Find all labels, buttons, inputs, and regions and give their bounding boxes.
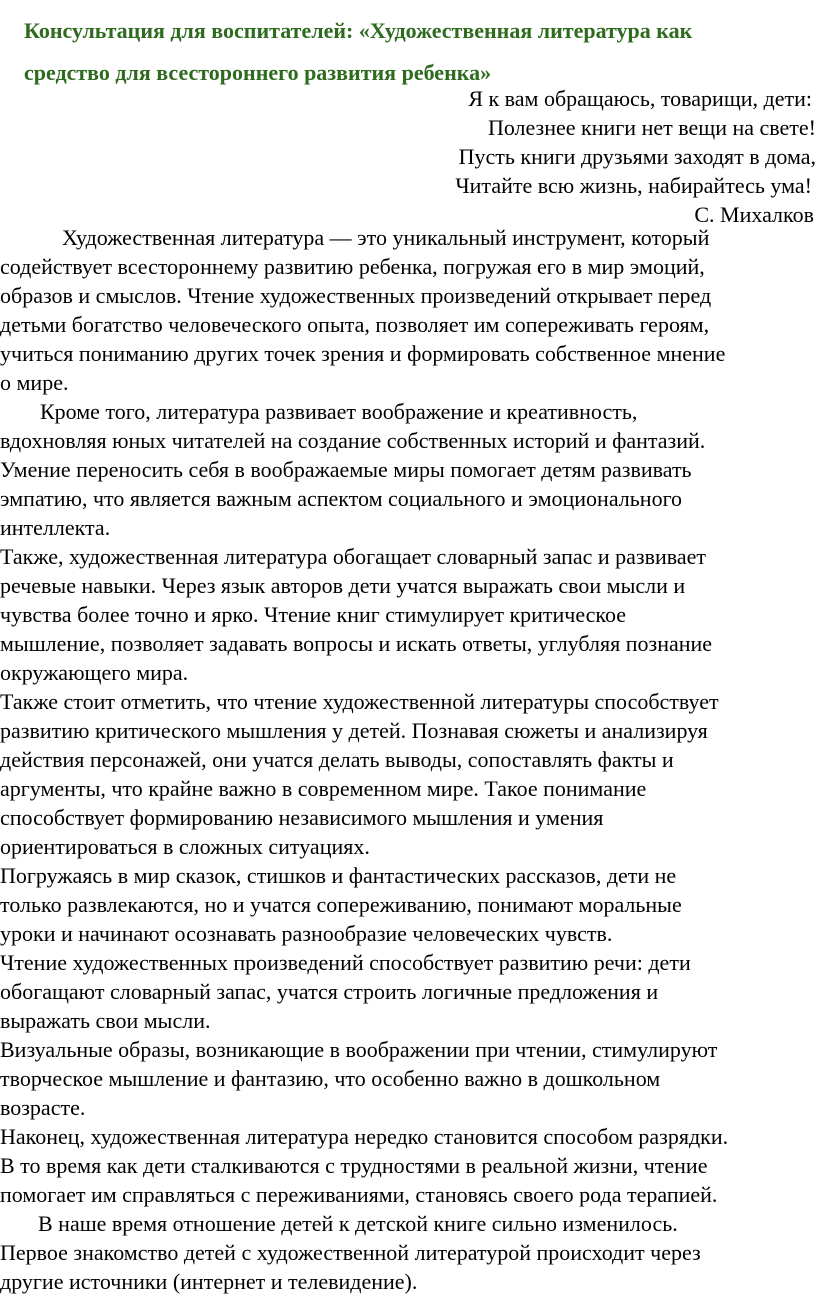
paragraph [0, 1209, 816, 1296]
epigraph-line: Пусть книги друзьями заходят в дома, [458, 144, 816, 169]
epigraph [216, 84, 816, 229]
text-line: Первое знакомство детей с художественной литературой происходит через [0, 1240, 701, 1265]
text-line: образов и смыслов. Чтение художественных произведений открывает перед [0, 283, 712, 308]
text-line: содействует всестороннему развитию ребенка, погружая его в мир эмоций, [0, 254, 705, 279]
epigraph-line: Я к вам обращаюсь, товарищи, дети: [468, 86, 812, 111]
text-line: Художественная литература — это уникальный инструмент, который [62, 225, 710, 250]
document-title [24, 10, 804, 94]
text-line: другие источники (интернет и телевидение). [0, 1269, 418, 1294]
text-line: В наше время отношение детей к детской книге сильно изменилось. [38, 1211, 678, 1236]
epigraph-line: Полезнее книги нет вещи на свете! [487, 115, 816, 140]
text-line: В то время как дети сталкиваются с трудностями в реальной жизни, чтение [0, 1153, 708, 1178]
text-line: эмпатию, что является важным аспектом социального и эмоционального [0, 486, 683, 511]
text-line: способствует формированию независимого мышления и умения [0, 805, 604, 830]
text-line: мышление, позволяет задавать вопросы и искать ответы, углубляя познание [0, 631, 713, 656]
text-line: Также, художественная литература обогащает словарный запас и развивает [0, 544, 707, 569]
text-line: Погружаясь в мир сказок, стишков и фантастических рассказов, дети не [0, 863, 677, 888]
text-line: помогает им справляться с переживаниями, становясь своего рода терапией. [0, 1182, 718, 1207]
text-line: детьми богатство человеческого опыта, позволяет им сопереживать героям, [0, 312, 710, 337]
paragraph [0, 542, 816, 687]
text-line: речевые навыки. Через язык авторов дети учатся выражать свои мысли и [0, 573, 686, 598]
paragraph [0, 223, 816, 397]
title-line-2: средство для всестороннего развития ребенка» [24, 60, 492, 85]
text-line: аргументы, что крайне важно в современном мире. Такое понимание [0, 776, 647, 801]
text-line: учиться пониманию других точек зрения и формировать собственное мнение [0, 341, 726, 366]
text-line: окружающего мира. [0, 660, 189, 685]
text-line: развитию критического мышления у детей. Познавая сюжеты и анализируя [0, 718, 708, 743]
text-line: Также стоит отметить, что чтение художественной литературы способствует [0, 689, 719, 714]
title-line-1: Консультация для воспитателей: «Художественная литература как [24, 18, 693, 43]
text-line: Умение переносить себя в воображаемые миры помогает детям развивать [0, 457, 692, 482]
paragraph [0, 397, 816, 542]
text-line: Визуальные образы, возникающие в воображении при чтении, стимулируют [0, 1037, 718, 1062]
epigraph-line: Читайте всю жизнь, набирайтесь ума! [455, 173, 812, 198]
text-line: только развлекаются, но и учатся сопереживанию, понимают моральные [0, 892, 682, 917]
text-line: интеллекта. [0, 515, 111, 540]
paragraph [0, 1122, 816, 1209]
text-line: чувства более точно и ярко. Чтение книг стимулирует критическое [0, 602, 627, 627]
text-line: Наконец, художественная литература нередко становится способом разрядки. [0, 1124, 729, 1149]
text-line: действия персонажей, они учатся делать выводы, сопоставлять факты и [0, 747, 674, 772]
document-body [0, 223, 816, 1296]
text-line: Чтение художественных произведений способствует развитию речи: дети [0, 950, 691, 975]
text-line: ориентироваться в сложных ситуациях. [0, 834, 370, 859]
epigraph-author: С. Михалков [694, 202, 814, 227]
text-line: обогащают словарный запас, учатся строить логичные предложения и [0, 979, 659, 1004]
text-line: выражать свои мысли. [0, 1008, 211, 1033]
text-line: вдохновляя юных читателей на создание собственных историй и фантазий. [0, 428, 706, 453]
paragraph [0, 687, 816, 861]
text-line: творческое мышление и фантазию, что особенно важно в дошкольном [0, 1066, 661, 1091]
text-line: уроки и начинают осознавать разнообразие человеческих чувств. [0, 921, 613, 946]
paragraph [0, 1035, 816, 1122]
paragraph [0, 861, 816, 948]
text-line: о мире. [0, 370, 69, 395]
paragraph [0, 948, 816, 1035]
text-line: Кроме того, литература развивает воображение и креативность, [40, 399, 638, 424]
text-line: возрасте. [0, 1095, 86, 1120]
